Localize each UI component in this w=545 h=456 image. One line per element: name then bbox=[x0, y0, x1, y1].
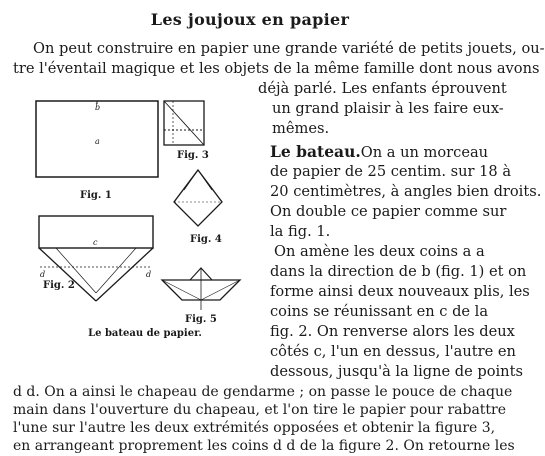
right-line-7: forme ainsi deux nouveaux plis, les bbox=[270, 283, 530, 300]
right-line-2: 20 centimètres, à angles bien droits. bbox=[270, 183, 542, 200]
svg-text:d: d bbox=[40, 270, 46, 279]
intro-line-1: On peut construire en papier une grande variété de petits jouets, ou- bbox=[33, 40, 545, 57]
right-line-5: On amène les deux coins a a bbox=[274, 243, 485, 260]
para-line-2: un grand plaisir à les faire eux- bbox=[272, 100, 504, 117]
figure-2-label: Fig. 2 bbox=[43, 280, 75, 291]
right-line-1: de papier de 25 centim. sur 18 à bbox=[270, 163, 512, 180]
bottom-line-1: d d. On a ainsi le chapeau de gendarme ; on passe le pouce de chaque bbox=[13, 384, 513, 400]
figure-2 bbox=[38, 215, 156, 305]
bottom-line-4: en arrangeant proprement les coins d d de la figure 2. On retourne les bbox=[13, 438, 515, 454]
figure-3 bbox=[163, 100, 207, 148]
right-line-6: dans la direction de b (fig. 1) et on bbox=[270, 263, 527, 280]
right-line-0: On a un morceau bbox=[360, 144, 489, 161]
figure-5 bbox=[160, 266, 242, 314]
figure-1-label: Fig. 1 bbox=[80, 190, 112, 201]
figure-caption: Le bateau de papier. bbox=[88, 328, 202, 339]
right-line-9: fig. 2. On renverse alors les deux bbox=[270, 323, 515, 340]
page-title: Les joujoux en papier bbox=[150, 10, 350, 29]
figure-4 bbox=[170, 168, 226, 230]
para-line-1: déjà parlé. Les enfants éprouvent bbox=[258, 80, 507, 97]
bottom-line-2: main dans l'ouverture du chapeau, et l'on tire le papier pour rabattre bbox=[13, 402, 507, 418]
figure-1 bbox=[35, 100, 160, 180]
figure-3-label: Fig. 3 bbox=[177, 150, 209, 161]
section-line bbox=[270, 142, 489, 163]
right-line-8: coins se réunissant en c de la bbox=[270, 303, 489, 320]
figure-5-label: Fig. 5 bbox=[185, 314, 217, 325]
right-line-4: la fig. 1. bbox=[270, 223, 331, 240]
svg-text:c: c bbox=[93, 238, 98, 247]
svg-text:a: a bbox=[95, 137, 100, 146]
bottom-line-3: l'une sur l'autre les deux extrémités opposées et obtenir la figure 3, bbox=[13, 420, 496, 436]
right-line-10: côtés c, l'un en dessus, l'autre en bbox=[270, 343, 516, 360]
svg-text:d: d bbox=[146, 270, 152, 279]
svg-text:b: b bbox=[95, 103, 101, 112]
para-line-3: mêmes. bbox=[272, 120, 330, 137]
figure-4-label: Fig. 4 bbox=[190, 234, 222, 245]
section-heading: Le bateau. bbox=[270, 142, 361, 161]
right-line-3: On double ce papier comme sur bbox=[270, 203, 507, 220]
intro-line-2: tre l'éventail magique et les objets de la même famille dont nous avons bbox=[13, 60, 540, 77]
right-line-11: dessous, jusqu'à la ligne de points bbox=[270, 363, 523, 380]
